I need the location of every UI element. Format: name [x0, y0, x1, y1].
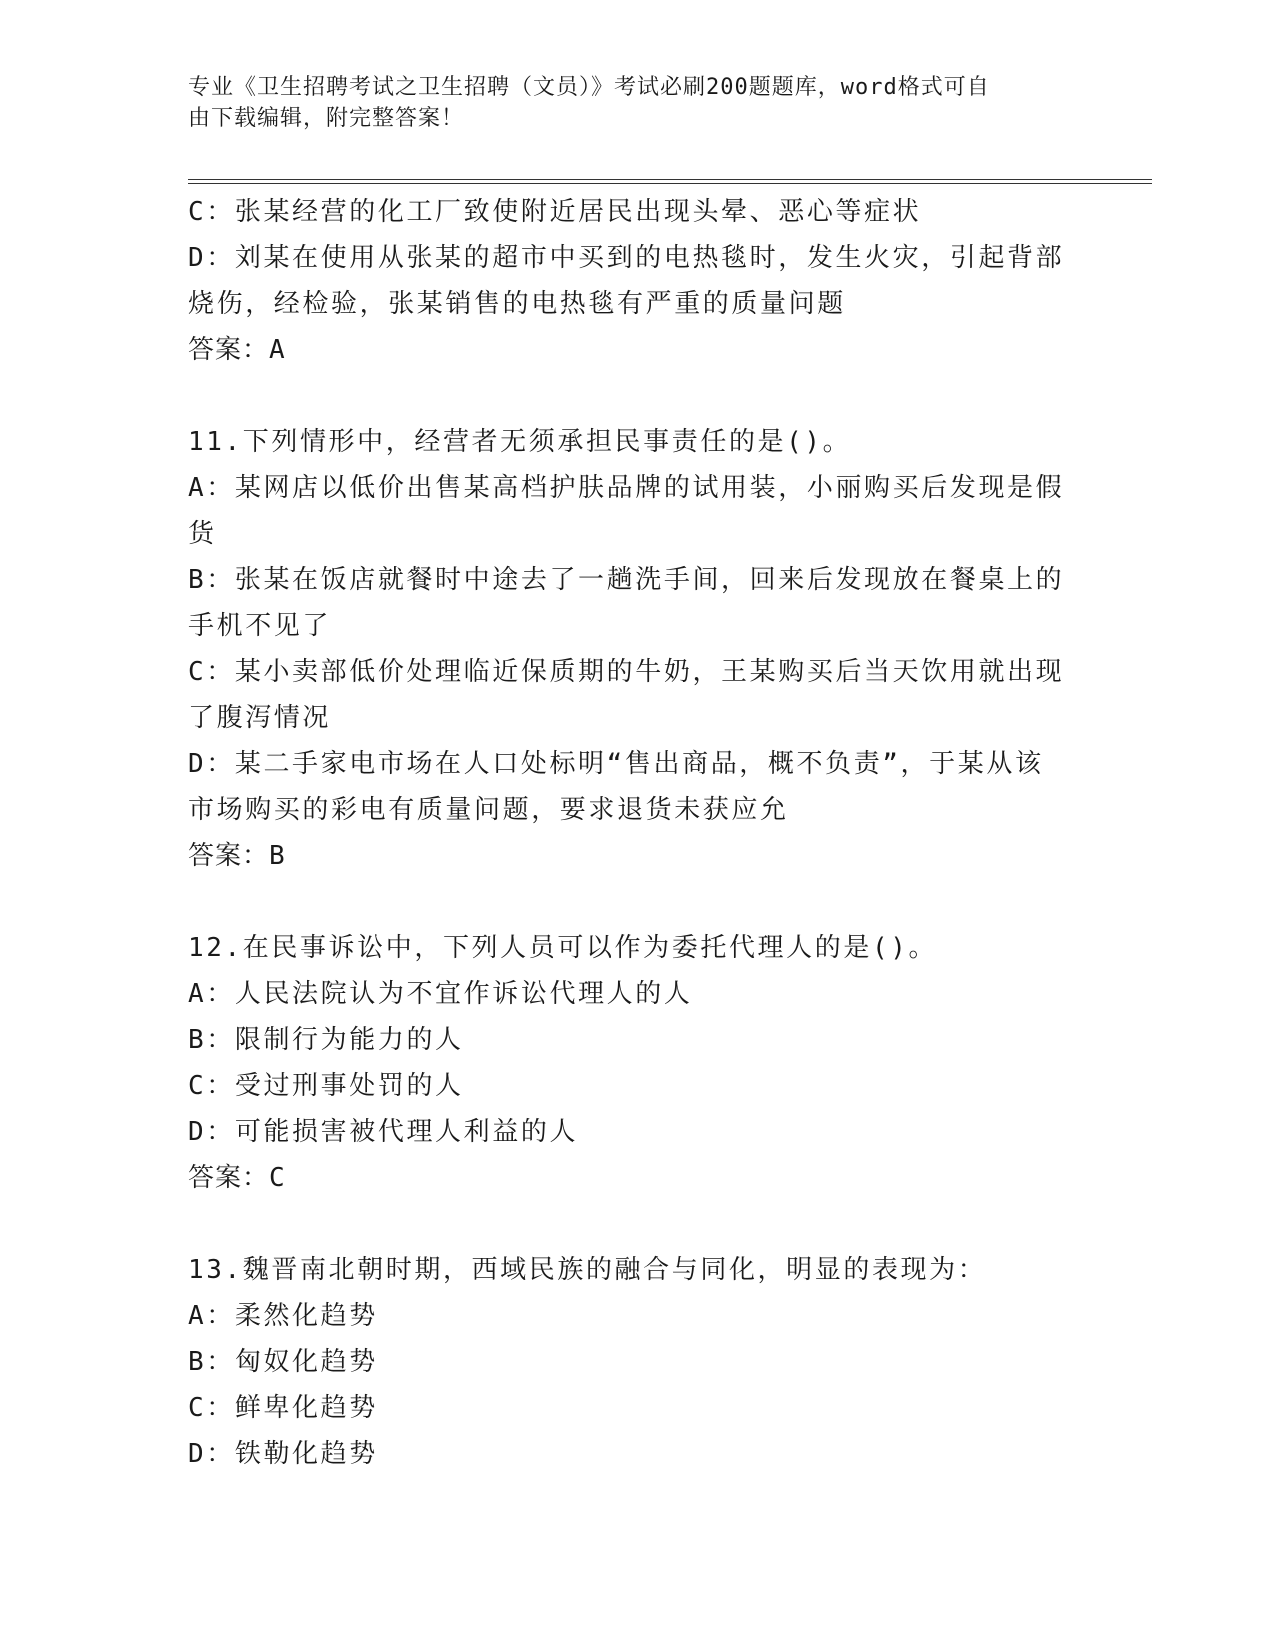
q11-option-d-line-1: D：某二手家电市场在人口处标明“售出商品，概不负责”，于某从该 [188, 749, 1044, 779]
header-line-2: 由下载编辑，附完整答案！ [188, 106, 465, 131]
q11-option-c-line-1: C：某小卖部低价处理临近保质期的牛奶，王某购买后当天饮用就出现 [188, 657, 1065, 687]
header-divider [188, 179, 1152, 184]
q13-option-b: B：匈奴化趋势 [188, 1347, 378, 1377]
spacer [188, 1201, 1088, 1247]
q13-stem: 13.魏晋南北朝时期，西域民族的融合与同化，明显的表现为： [188, 1255, 987, 1285]
document-header [188, 72, 1068, 134]
q11-option-a-line-2: 货 [188, 519, 217, 549]
prev-option-d-line-1: D：刘某在使用从张某的超市中买到的电热毯时，发生火灾，引起背部 [188, 243, 1065, 273]
q11-option-b-line-1: B：张某在饭店就餐时中途去了一趟洗手间，回来后发现放在餐桌上的 [188, 565, 1065, 595]
q12-option-c: C：受过刑事处罚的人 [188, 1071, 464, 1101]
q13-option-c: C：鲜卑化趋势 [188, 1393, 378, 1423]
q13-option-d: D：铁勒化趋势 [188, 1439, 378, 1469]
q13-option-a: A：柔然化趋势 [188, 1301, 378, 1331]
q11-option-a-line-1: A：某网店以低价出售某高档护肤品牌的试用装，小丽购买后发现是假 [188, 473, 1065, 503]
q12-option-a: A：人民法院认为不宜作诉讼代理人的人 [188, 979, 693, 1009]
prev-option-d-line-2: 烧伤，经检验，张某销售的电热毯有严重的质量问题 [188, 289, 846, 319]
question-content [188, 189, 1088, 1477]
q11-stem: 11.下列情形中，经营者无须承担民事责任的是()。 [188, 427, 852, 457]
q12-option-b: B：限制行为能力的人 [188, 1025, 464, 1055]
prev-option-c: C：张某经营的化工厂致使附近居民出现头晕、恶心等症状 [188, 197, 922, 227]
q11-answer: 答案：B [188, 841, 286, 871]
q11-option-c-line-2: 了腹泻情况 [188, 703, 332, 733]
spacer [188, 879, 1088, 925]
q12-option-d: D：可能损害被代理人利益的人 [188, 1117, 579, 1147]
q12-answer: 答案：C [188, 1163, 286, 1193]
prev-answer: 答案：A [188, 335, 286, 365]
q11-option-d-line-2: 市场购买的彩电有质量问题，要求退货未获应允 [188, 795, 789, 825]
header-line-1: 专业《卫生招聘考试之卫生招聘（文员）》考试必刷200题题库，word格式可自 [188, 75, 990, 100]
q12-stem: 12.在民事诉讼中，下列人员可以作为委托代理人的是()。 [188, 933, 938, 963]
spacer [188, 373, 1088, 419]
q11-option-b-line-2: 手机不见了 [188, 611, 332, 641]
